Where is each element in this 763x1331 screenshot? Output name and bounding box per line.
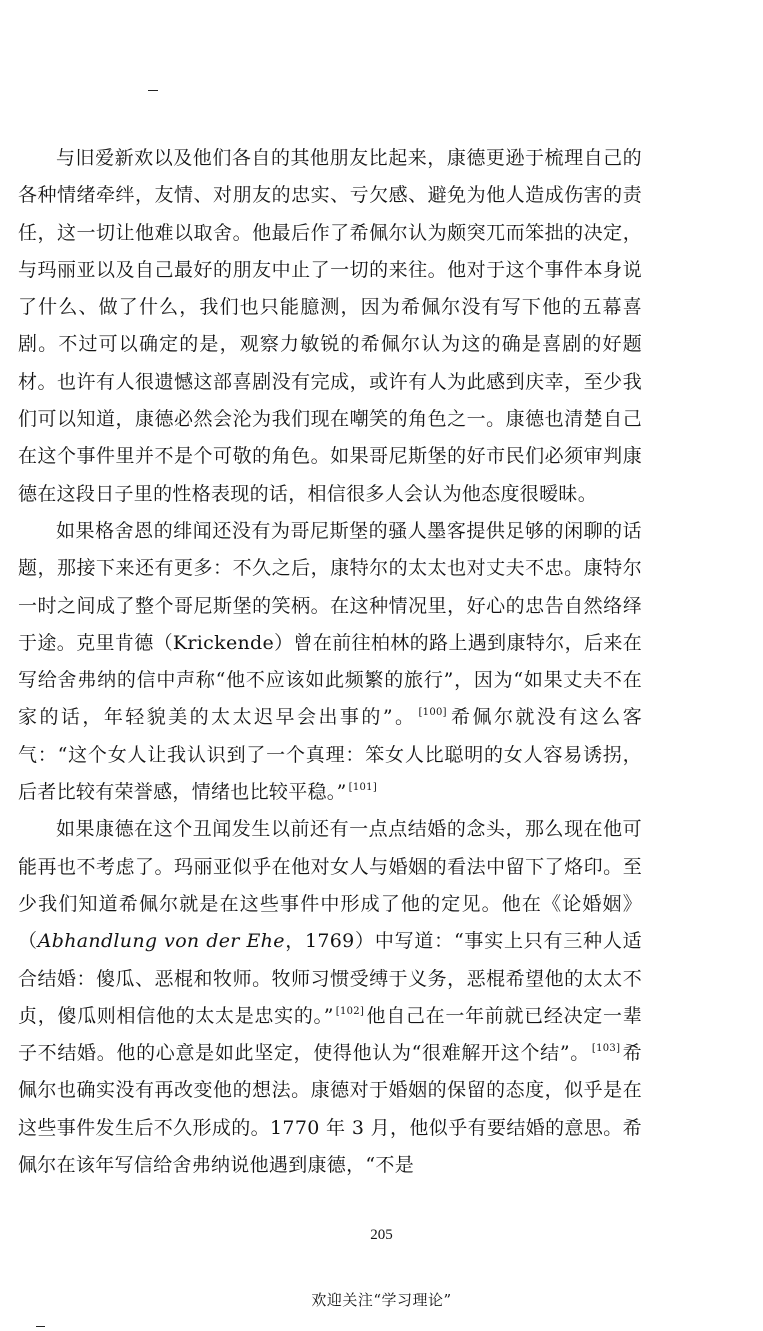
text-span: 如果康德在这个丑闻发生以前还有一点点结婚的念头，那么现在他可能再也不考虑了。玛丽亚似乎在他对女人与婚姻的看法中留下了烙印。至少我们知道希佩尔就是在这些事件中形成了他的定见。他在《论婚姻》（ xyxy=(18,818,642,953)
footnote-ref[interactable]: [103] xyxy=(591,1043,621,1055)
text-span: 希佩尔就没有这么客气：“这个女人让我认识到了一个真理：笨女人比聪明的女人容易诱拐，后者比较有荣誉感，情绪也比较平稳。” xyxy=(18,706,643,804)
paragraph xyxy=(18,811,642,1184)
body-text xyxy=(18,140,642,1184)
text-span: 他自己在一年前就已经决定一辈子不结婚。他的心意是如此坚定，使得他认为“很难解开这个结”。 xyxy=(18,1004,642,1065)
page-number: 205 xyxy=(370,1227,393,1243)
text-span: ，1769）中写道：“事实上只有三种人适合结婚：傻瓜、恶棍和牧师。牧师习惯受缚于义务，恶棍希望他的太太不贞，傻瓜则相信他的太太是忠实的。” xyxy=(18,930,642,1027)
footnote-ref[interactable]: [100] xyxy=(418,707,447,719)
footnote-ref[interactable]: [102] xyxy=(335,1005,365,1017)
scan-mark-bottom xyxy=(36,1326,45,1327)
scan-mark-top xyxy=(148,90,158,91)
text-span: 希佩尔也确实没有再改变他的想法。康德对于婚姻的保留的态度，似乎是在这些事件发生后不久形成的。1770 年 3 月，他似乎有要结婚的意思。希佩尔在该年写信给舍弗纳说他遇到康德，“不是 xyxy=(18,1042,642,1177)
footnote-ref[interactable]: [101] xyxy=(348,782,378,794)
paragraph xyxy=(18,140,642,513)
paragraph xyxy=(18,513,642,811)
book-title-italic: Abhandlung von der Ehe xyxy=(37,930,285,953)
text-span: 与旧爱新欢以及他们各自的其他朋友比起来，康德更逊于梳理自己的各种情绪牵绊，友情、对朋友的忠实、亏欠感、避免为他人造成伤害的责任，这一切让他难以取舍。他最后作了希佩尔认为颇突兀而笨拙的决定，与玛丽亚以及自己最好的朋友中止了一切的来往。他对于这个事件本身说了什么、做了什么，我们也只能臆测，因为希佩尔没有写下他的五幕喜剧。不过可以确定的是，观察力敏锐的希佩尔认为这的确是喜剧的好题材。也许有人很遗憾这部喜剧没有完成，或许有人为此感到庆幸，至少我们可以知道，康德必然会沦为我们现在嘲笑的角色之一。康德也清楚自己在这个事件里并不是个可敬的角色。如果哥尼斯堡的好市民们必须审判康德在这段日子里的性格表现的话，相信很多人会认为他态度很暧昧。 xyxy=(18,147,642,505)
text-span: 如果格舍恩的绯闻还没有为哥尼斯堡的骚人墨客提供足够的闲聊的话题，那接下来还有更多：不久之后，康特尔的太太也对丈夫不忠。康特尔一时之间成了整个哥尼斯堡的笑柄。在这种情况里，好心的忠告自然络绎于途。克里肯德（Krickende）曾在前往柏林的路上遇到康特尔，后来在写给舍弗纳的信中声称“他不应该如此频繁的旅行”，因为“如果丈夫不在家的话，年轻貌美的太太迟早会出事的”。 xyxy=(18,519,642,729)
footer-note: 欢迎关注“学习理论” xyxy=(311,1291,452,1309)
